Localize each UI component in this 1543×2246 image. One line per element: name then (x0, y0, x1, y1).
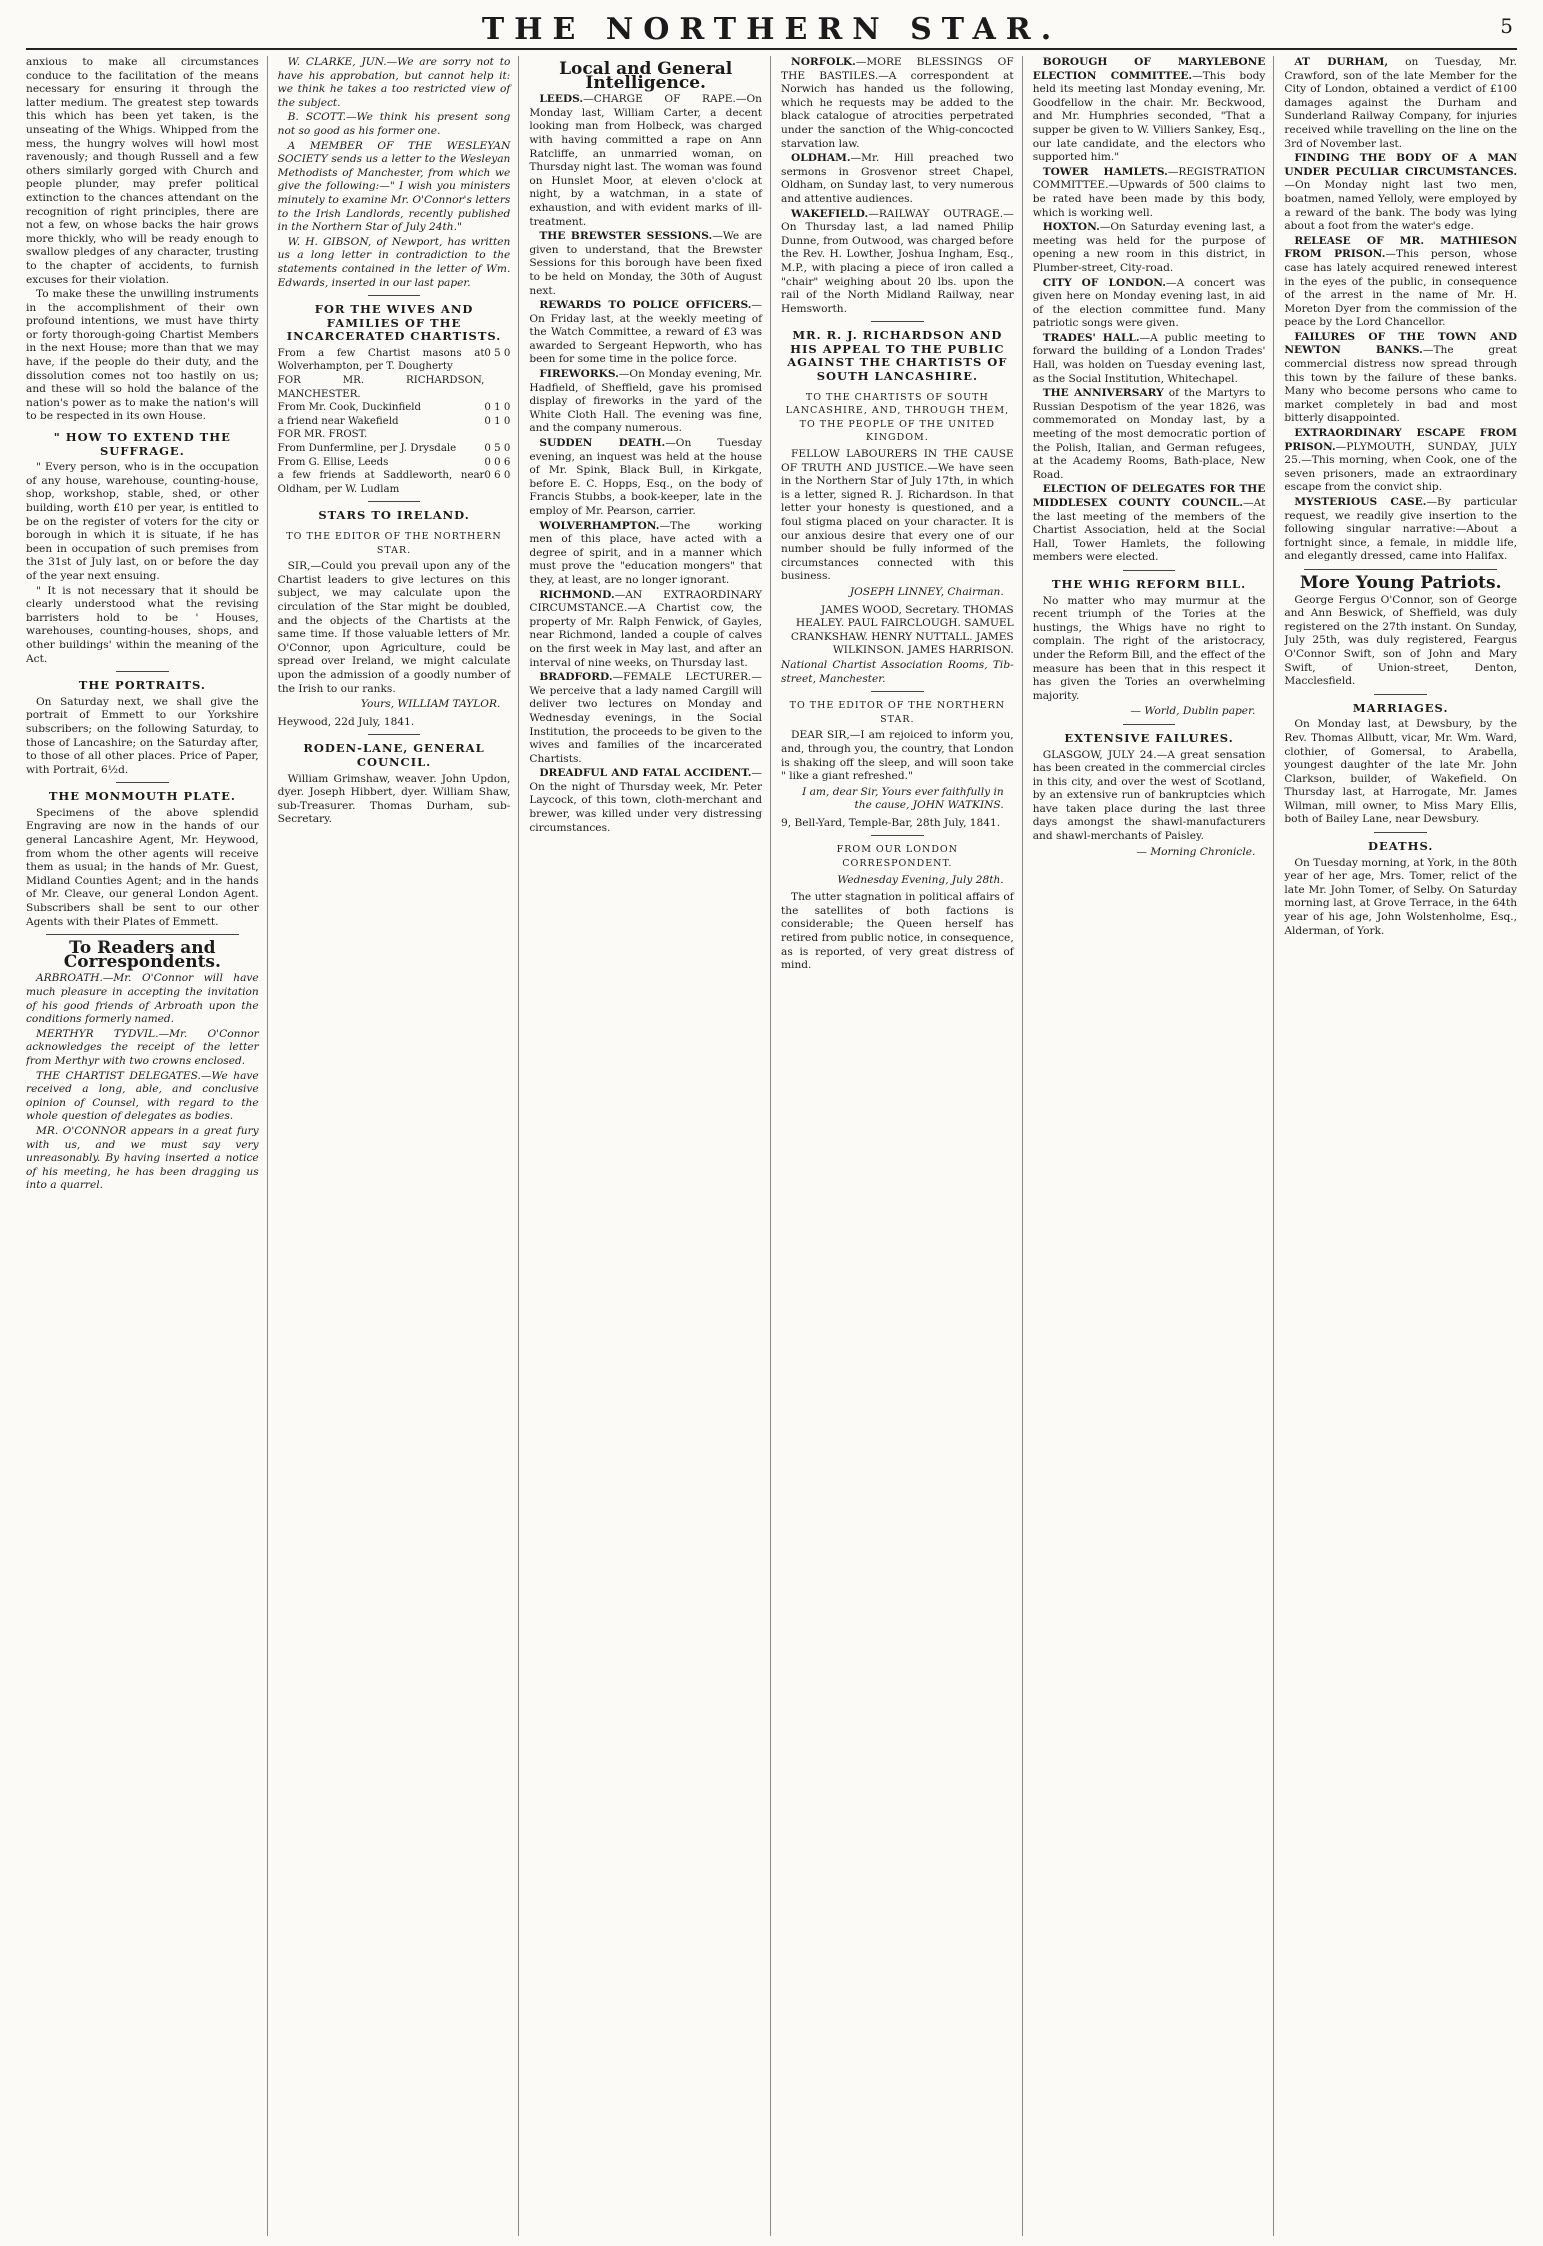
news-item-title: THE ANNIVERSARY (1042, 387, 1164, 400)
failures-text: GLASGOW, JULY 24.—A great sensation has been created in the commercial circles in this city, and over the west of Scotland, by an extensive run of bankruptcies which have taken place during the last three days amongst the shawl-manufacturers and shawl-merchants of Paisley. (1032, 748, 1266, 843)
news-item (529, 671, 762, 766)
news-item-title: RELEASE OF MR. MATHIESON FROM PRISON. (1284, 234, 1518, 261)
news-item (1033, 483, 1266, 565)
column-3 (529, 56, 771, 2236)
news-item-title: BOROUGH OF MARYLEBONE ELECTION COMMITTEE. (1032, 56, 1266, 82)
london-date: Wednesday Evening, July 28th. (837, 873, 1004, 886)
lead-paragraph: To make these the unwilling instruments in the accomplishment of their own profound intentions, we must have thirty or forty thorough-going Chartist Members in the next House; more than that we may have, if the people do their duty, and the dissolution comes not too hastily on us; and these will so hold the balance of the nation's power as to make the nation's will to be respected in its own House. (26, 288, 259, 423)
news-item-text: —CHARGE OF RAPE.—On Monday last, William Carter, a decent looking man from Holbeck, was charged with having committed a rape on Ann Ratcliffe, an unmarried woman, on Thursday night last. The woman was found on Hunslet Moor, at eleven o'clock at night, by a watchman, in a state of exhaustion, and with evident marks of ill-treatment. (529, 93, 763, 228)
news-item-text: —The working men of this place, have acted with a degree of spirit, and in a manner which must prove the "education mongers" that they, at least, are no longer ignorant. (529, 519, 763, 586)
subscription-row (278, 374, 511, 401)
ireland-place: Heywood, 22d July, 1841. (277, 715, 415, 728)
subscription-amount (484, 428, 510, 442)
news-item-title: DREADFUL AND FATAL ACCIDENT. (539, 767, 752, 780)
whig-heading: THE WHIG REFORM BILL. (1051, 576, 1247, 591)
whig-source: — World, Dublin paper. (1130, 705, 1256, 718)
divider (1304, 569, 1497, 570)
news-item (1033, 277, 1266, 331)
deaths-text: On Tuesday morning, at York, in the 80th year of her age, Mrs. Tomer, relict of the late Mr. John Tomer, of Selby. On Saturday morning last, at Grove Terrace, in the 64th year of his age, John Wolstenholme, Esq., Alderman, of York. (1284, 856, 1518, 937)
ireland-letter: SIR,—Could you prevail upon any of the Chartist leaders to give lectures on this subject, we may calculate upon the circulation of the Star might be doubled, and the objects of the Chartists at the same time. If those valuable letters of Mr. O'Connor, upon Agriculture, could be spread over Ireland, we might calculate upon the admission of a goodly number of the Irish to our ranks. (277, 560, 511, 695)
subscription-label: From Mr. Cook, Duckinfield (277, 402, 422, 414)
news-item-title: TOWER HAMLETS. (1042, 165, 1168, 178)
news-item (1033, 387, 1266, 482)
news-item-text: —Mr. Hill preached two sermons in Grosvenor street Chapel, Oldham, on Sunday last, to very numerous and attentive audiences. (781, 152, 1014, 205)
subscription-amount: 0 0 6 (484, 456, 511, 468)
subscription-amount: 0 6 0 (484, 470, 511, 482)
news-item-title: THE BREWSTER SESSIONS. (539, 230, 713, 243)
subscription-row (278, 347, 511, 374)
news-item-title: RICHMOND. (539, 588, 615, 601)
registration-paragraph: " Every person, who is in the occupation of any house, warehouse, counting-house, shop, workshop, stable, shed, or other building, worth £10 per year, is entitled to be on the register of voters for the city or borough in which it is situate, if he has been in occupation of such premises from the 31st of July last, on or before the day of the year next ensuing. (26, 461, 259, 582)
column-2 (278, 56, 520, 2236)
divider (368, 734, 421, 735)
london-heading: FROM OUR LONDON CORRESPONDENT. (836, 844, 959, 870)
news-item-text: —This person, whose case has lately acquired renewed interest in the eyes of the public, in consequence of the arrest in the name of Mr. H. Moreton Dyer from the commission of the peace by the Lord Chancellor. (1284, 248, 1518, 329)
news-item (1284, 235, 1517, 330)
divider (368, 501, 421, 502)
news-item-title: LEEDS. (539, 93, 584, 106)
divider (871, 835, 924, 836)
portraits-heading: THE PORTRAITS. (78, 678, 206, 693)
news-item-text: of the Martyrs to Russian Despotism of the year 1826, was commemorated on Monday last, by a meeting of the most democratic portion of the Polish, Italian, and German refugees, at the Academy Rooms, Bath-place, New Road. (1032, 387, 1266, 481)
divider (871, 691, 924, 692)
whig-text: No matter who may murmur at the recent triumph of the Tories at the hustings, the Whigs have no right to complain. The right of the aristocracy, under the Reform Bill, and the effect of the measure has been that in this respect it has given the Tories an overwhelming majority. (1032, 594, 1266, 702)
news-item-text: —On Monday evening, Mr. Hadfield, of Sheffield, gave his promised display of fireworks in the yard of the White Cloth Hall. The evening was fine, and the company numerous. (529, 368, 763, 435)
news-item-text: —AN EXTRAORDINARY CIRCUMSTANCE.—A Chartist cow, the property of Mr. Ralph Fenwick, of Gayles, near Richmond, landed a couple of calves on the first week in May last, and after an interval of nine weeks, on Thursday last. (529, 588, 763, 669)
news-item-title: REWARDS TO POLICE OFFICERS. (539, 299, 752, 312)
subscription-label: FOR MR. FROST. (277, 429, 368, 441)
news-item (529, 299, 762, 367)
news-item-text: —On Tuesday evening, an inquest was held at the house of Mr. Spink, Black Bull, in Kirkgate, before E. C. Hopps, Esq., on the body of Francis Stubbs, a book-keeper, late in the employ of Mr. Pearson, carrier. (529, 437, 763, 517)
divider (1374, 694, 1427, 695)
young-patriots-text: George Fergus O'Connor, son of George and Ann Beswick, of Sheffield, was duly registered on the 27th instant. On Sunday, July 25th, was duly registered, Feargus O'Connor Swift, son of John and Mary Swift, of Union-street, Denton, Macclesfield. (1284, 593, 1518, 688)
monmouth-heading: THE MONMOUTH PLATE. (48, 789, 236, 804)
divider (871, 321, 924, 322)
lead-paragraph: anxious to make all circumstances conduce to the facilitation of the means necessary for ensuring it through the latter medium. The greatest step towards this which has been yet taken, is the unseating of the Whigs. Whipped from the mess, the hungry wolves will howl most ravenously; and though Russell and a few others similarly gorged with Church and people plunder, may prefer political extinction to the chances attendant on the recognition of right principles, there are not a few, on whose backs the hair grows more thickly, who will be ready enough to swallow pledges of any character, trusting to the chapter of accidents, to furnish excuses for their violation. (26, 56, 259, 286)
richardson-address: TO THE CHARTISTS OF SOUTH LANCASHIRE, AND, THROUGH THEM, TO THE PEOPLE OF THE UNITED KINGDOM. (785, 391, 1010, 444)
news-item (1033, 221, 1266, 275)
readers-heading: To Readers and Correspondents. (63, 938, 221, 972)
watkins-signature: I am, dear Sir, Yours ever faithfully in the cause, JOHN WATKINS. (802, 785, 1004, 812)
young-patriots-heading: More Young Patriots. (1299, 572, 1502, 593)
news-item-text: —The great commercial distress now spread through this town by the failure of these banks. Many who become persons who came to market completely in bad and most bitterly disappointed. (1284, 344, 1518, 425)
deaths-heading: DEATHS. (1368, 839, 1434, 854)
subscription-label: a few friends at Saddleworth, near Oldham, per W. Ludlam (277, 470, 485, 495)
news-item-title: WOLVERHAMPTON. (539, 519, 660, 532)
suffrage-heading: " HOW TO EXTEND THE SUFFRAGE. (53, 430, 231, 458)
news-item (529, 437, 762, 519)
subscription-amount (484, 374, 510, 401)
news-item-text: —We are given to understand, that the Brewster Sessions for this borough have been fixed to be held on Monday, the 30th of August next. (529, 230, 763, 297)
news-item-text: —A public meeting to forward the building of a London Trades' Hall, was holden on Tuesday evening last, as the Social Institution, Whitechapel. (1032, 331, 1266, 385)
masthead (26, 10, 1517, 50)
news-item-text: —RAILWAY OUTRAGE.—On Thursday last, a lad named Philip Dunne, from Outwood, was charged before the Rev. H. Lowther, Joshua Ingham, Esq., M.P., with placing a piece of iron called a "chair" weighing about 20 lbs. upon the rail of the North Midland Railway, near Hemsworth. (781, 207, 1014, 315)
news-item-title: FIREWORKS. (539, 368, 619, 381)
rodenlane-text: William Grimshaw, weaver. John Updon, dyer. Joseph Hibbert, dyer. William Shaw, sub-Treasurer. Thomas Durham, sub-Secretary. (277, 772, 511, 826)
divider (116, 782, 169, 783)
correspondent-note: W. H. GIBSON, of Newport, has written us a long letter in contradiction to the statements contained in the letter of Wm. Edwards, inserted in our last paper. (277, 235, 511, 289)
news-item (1284, 496, 1517, 564)
news-item-text: —On Friday last, at the weekly meeting of the Watch Committee, a reward of £3 was awarded to Sergeant Hepworth, who has been for some time in the police force. (529, 299, 763, 366)
divider (1123, 724, 1176, 725)
richardson-text: FELLOW LABOURERS IN THE CAUSE OF TRUTH AND JUSTICE.—We have seen in the Northern Star of July 17th, in which is a letter, signed R. J. Richardson. In that letter your honesty is questioned, and a foul stigma placed on your character. It is our anxious desire that every one of our number should be fully informed of the circumstances connected with this business. (781, 448, 1014, 583)
columns (26, 56, 1517, 2236)
watkins-letter: DEAR SIR,—I am rejoiced to inform you, and, through you, the country, that London is shaking off the sleep, and will soon take " like a giant refreshed." (781, 729, 1014, 783)
subscription-label: From a few Chartist masons at Wolverhampton, per T. Dougherty (277, 347, 485, 373)
subscription-row (278, 401, 511, 415)
news-item-text: —FEMALE LECTURER.—We perceive that a lady named Cargill will deliver two lectures on Monday and Wednesday evenings, in the Social Institution, the proceeds to be given to the wives and families of the incarcerated Chartists. (529, 671, 763, 765)
subscription-row (278, 456, 511, 470)
correspondent-note: W. CLARKE, JUN.—We are sorry not to have his approbation, but cannot help it: we think he takes a too restricted view of the subject. (277, 56, 511, 109)
richardson-heading: MR. R. J. RICHARDSON AND HIS APPEAL TO THE PUBLIC AGAINST THE CHARTISTS OF SOUTH LANCASHIRE. (787, 328, 1008, 384)
news-item (529, 230, 762, 298)
news-item-title: NORFOLK. (791, 56, 856, 68)
subscription-amount: 0 5 0 (484, 347, 511, 359)
subscription-amount: 0 1 0 (484, 415, 511, 427)
divider (1123, 570, 1176, 571)
news-item-text: —MORE BLESSINGS OF THE BASTILES.—A correspondent at Norwich has handed us the following, which he requests may be added to the black catalogue of atrocities perpetrated under the sanction of the Whig-concocted starvation law. (781, 56, 1014, 150)
column-5 (1033, 56, 1275, 2236)
news-item-title: AT DURHAM, (1294, 56, 1389, 68)
column-1 (26, 56, 268, 2236)
news-item (781, 208, 1014, 317)
subscription-label: FOR MR. RICHARDSON, MANCHESTER. (277, 375, 485, 400)
divider (1374, 832, 1427, 833)
correspondent-note: THE CHARTIST DELEGATES.—We have received a long, able, and conclusive opinion of Counsel, with regard to the whole question of delegates as bodies. (26, 1069, 259, 1123)
column-4 (781, 56, 1023, 2236)
ireland-address: TO THE EDITOR OF THE NORTHERN STAR. (286, 531, 502, 556)
news-item (1033, 166, 1266, 220)
divider (46, 934, 239, 935)
column-6 (1284, 56, 1517, 2236)
newspaper-title: THE NORTHERN STAR. (481, 11, 1062, 47)
ireland-heading: STARS TO IRELAND. (318, 508, 470, 523)
news-item-title: ELECTION OF DELEGATES FOR THE MIDDLESEX COUNTY COUNCIL. (1032, 483, 1266, 509)
news-item (1284, 331, 1517, 426)
news-item-text: on Tuesday, Mr. Crawford, son of the late Member for the City of London, obtained a verdict of £100 damages against the Durham and Sunderland Railway Company, for injuries received while travelling on the line on the 3rd of November last. (1284, 56, 1518, 150)
richardson-names: JAMES WOOD, Secretary. THOMAS HEALEY. PAUL FAIRCLOUGH. SAMUEL CRANKSHAW. HENRY NUTTALL. JAMES WILKINSON. JAMES HARRISON. (790, 603, 1014, 657)
news-item (1284, 152, 1517, 234)
news-item (1284, 427, 1517, 495)
news-item (1284, 56, 1517, 151)
news-item (781, 152, 1014, 206)
subscriptions-table (278, 347, 511, 497)
subscription-row (278, 428, 511, 442)
news-item (529, 520, 762, 588)
correspondent-note: MR. O'CONNOR appears in a great fury with us, and we must say very unreasonably. By having inserted a notice of his meeting, he has been dragging us into a quarrel. (26, 1124, 259, 1192)
news-item-text: —On Saturday evening last, a meeting was held for the purpose of opening a new room in this district, in Plumber-street, City-road. (1032, 221, 1266, 274)
news-item-title: FINDING THE BODY OF A MAN UNDER PECULIAR CIRCUMSTANCES. (1284, 152, 1518, 178)
subscriptions-heading: FOR THE WIVES AND FAMILIES OF THE INCARCERATED CHARTISTS. (286, 302, 502, 344)
subscription-amount: 0 5 0 (484, 443, 511, 455)
news-item (529, 368, 762, 436)
subscription-label: a friend near Wakefield (277, 415, 399, 427)
news-item-text: —By particular request, we readily give insertion to the following singular narrative:—About a fortnight since, a female, in middle life, and elegantly dressed, came into Halifax. (1284, 496, 1518, 563)
divider (368, 295, 421, 296)
watkins-place: 9, Bell-Yard, Temple-Bar, 28th July, 1841. (781, 816, 1001, 829)
news-item-text: —On Monday night last two men, boatmen, named Yelloly, were employed by a reward of the bank. The body was lying about a foot from the water's edge. (1284, 179, 1518, 233)
subscription-row (278, 469, 511, 496)
news-item-title: HOXTON. (1042, 221, 1100, 234)
news-item-text: —A concert was given here on Monday evening last, in aid of the election committee fund. Many patriotic songs were given. (1032, 276, 1266, 330)
london-text: The utter stagnation in political affairs of the satellites of both factions is considerable; the Queen herself has retired from public notice, in consequence, as is reported, of very great distress of mind. (781, 891, 1014, 972)
divider (116, 671, 169, 672)
news-item (1033, 56, 1266, 165)
subscription-row (278, 415, 511, 429)
news-item (781, 56, 1014, 151)
correspondent-note: MERTHYR TYDVIL.—Mr. O'Connor acknowledges the receipt of the letter from Merthyr with two crowns enclosed. (26, 1027, 259, 1067)
news-item (529, 93, 762, 229)
correspondent-note: B. SCOTT.—We think his present song not so good as his former one. (277, 111, 511, 137)
news-item-title: BRADFORD. (539, 671, 613, 684)
news-item-title: OLDHAM. (791, 152, 851, 165)
news-item-title: EXTRAORDINARY ESCAPE FROM PRISON. (1284, 427, 1518, 453)
news-item-title: CITY OF LONDON. (1042, 276, 1166, 289)
news-item-title: SUDDEN DEATH. (539, 437, 666, 450)
marriages-text: On Monday last, at Dewsbury, by the Rev. Thomas Allbutt, vicar, Mr. Wm. Ward, clothier, of Gomersal, to Arabella, youngest daughter of the late Mr. John Clarkson, builder, of Wakefield. On Thursday last, at Harrogate, Mr. James Wilman, mill owner, to Miss Mary Ellis, both of Bailey Lane, near Dewsbury. (1284, 718, 1518, 826)
news-item-text: —REGISTRATION COMMITTEE.—Upwards of 500 claims to be rated have been made by this body, which is working well. (1032, 165, 1266, 219)
richardson-signature: JOSEPH LINNEY, Chairman. (849, 585, 1004, 598)
news-item-text: —At the last meeting of the members of the Chartist Association, held at the Social Hall, Tower Hamlets, the following members were elected. (1032, 497, 1266, 564)
correspondent-note: A MEMBER OF THE WESLEYAN SOCIETY sends us a letter to the Wesleyan Methodists of Manchester, from which we give the following:—" I wish you ministers minutely to examine Mr. O'Connor's letters to the Irish Landlords, recently published in the Northern Star of July 24th." (277, 139, 511, 234)
local-intelligence-heading: Local and General Intelligence. (559, 59, 733, 93)
subscription-label: From G. Ellise, Leeds (277, 456, 389, 468)
subscription-row (278, 442, 511, 456)
page-number: 5 (1500, 14, 1513, 38)
correspondent-note: ARBROATH.—Mr. O'Connor will have much pleasure in accepting the invitation of his good friends of Arbroath upon the conditions formerly named. (26, 972, 259, 1026)
news-item-text: —PLYMOUTH, SUNDAY, JULY 25.—This morning, when Cook, one of the seven prisoners, made an extraordinary escape from the convict ship. (1284, 440, 1518, 494)
marriages-heading: MARRIAGES. (1352, 700, 1449, 715)
news-item (529, 589, 762, 671)
news-item-title: MYSTERIOUS CASE. (1294, 496, 1427, 508)
subscription-amount: 0 1 0 (484, 402, 511, 414)
news-item-text: —This body held its meeting last Monday evening, Mr. Goodfellow in the chair. Mr. Beckwood, and Mr. Humphries seconded, "That a supper be given to W. Villiers Sankey, Esq., our late candidate, and the electors who supported him." (1032, 69, 1266, 164)
news-item-text: —On the night of Thursday week, Mr. Peter Laycock, of this town, cloth-merchant and brewer, was killed under very distressing circumstances. (529, 767, 763, 834)
monmouth-text: Specimens of the above splendid Engraving are now in the hands of our general Lancashire Agent, Mr. Heywood, from whom the other agents will receive them as usual; in the hands of Mr. Guest, Midland Counties Agent; and in the hands of Mr. Cleave, our general London Agent. Subscribers shall be sent to our other Agents with their Plates of Emmett. (26, 806, 259, 928)
rodenlane-heading: RODEN-LANE, GENERAL COUNCIL. (303, 741, 485, 769)
news-item (1033, 332, 1266, 386)
failures-source: — Morning Chronicle. (1136, 845, 1256, 858)
portraits-text: On Saturday next, we shall give the portrait of Emmett to our Yorkshire subscribers; on the following Saturday, to those of Lancashire; on the Saturday after, to those of all other places. Price of Paper, with Portrait, 6½d. (26, 695, 259, 776)
news-item-title: TRADES' HALL. (1042, 331, 1140, 344)
news-item (529, 767, 762, 835)
ireland-signature: Yours, WILLIAM TAYLOR. (360, 698, 501, 711)
news-item-title: FAILURES OF THE TOWN AND NEWTON BANKS. (1284, 330, 1518, 357)
subscription-label: From Dunfermline, per J. Drysdale (277, 443, 457, 455)
watkins-address: TO THE EDITOR OF THE NORTHERN STAR. (789, 700, 1006, 725)
richardson-place: National Chartist Association Rooms, Tib-street, Manchester. (781, 658, 1014, 685)
failures-heading: EXTENSIVE FAILURES. (1064, 730, 1234, 745)
news-item-title: WAKEFIELD. (791, 207, 869, 220)
registration-paragraph: " It is not necessary that it should be clearly understood what the revising barristers hold to be ' Houses, warehouses, counting-houses, shops, and other buildings' within the meaning of the Act. (26, 584, 259, 665)
